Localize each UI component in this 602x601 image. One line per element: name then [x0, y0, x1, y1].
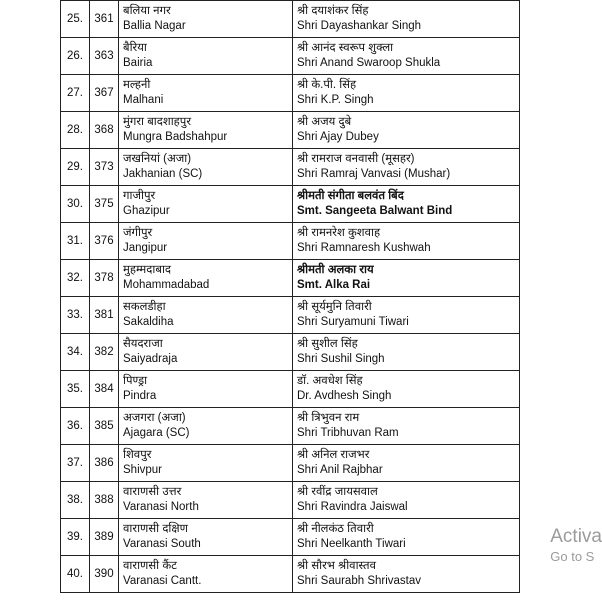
constituency-cell — [119, 519, 293, 556]
constituency-name-hindi: जखनियां (अजा) — [123, 153, 192, 165]
constituency-name-hindi: वाराणसी उत्तर — [123, 486, 182, 498]
serial-number-cell — [61, 297, 90, 334]
candidate-name-hindi: श्री दयाशंकर सिंह — [297, 5, 369, 17]
table-row — [61, 75, 520, 112]
table-row — [61, 445, 520, 482]
serial-number-cell — [61, 223, 90, 260]
candidate-name-hindi: श्रीमती अलका राय — [297, 264, 374, 276]
constituency-number: 385 — [94, 419, 114, 432]
serial-number-cell — [61, 260, 90, 297]
candidate-cell — [293, 371, 520, 408]
candidate-name-hindi: श्री अजय दुबे — [297, 116, 352, 128]
candidate-name-english: Dr. Avdhesh Singh — [297, 390, 392, 402]
candidate-cell — [293, 519, 520, 556]
serial-number: 28. — [67, 123, 83, 136]
constituency-cell — [119, 334, 293, 371]
serial-number: 30. — [67, 197, 83, 210]
constituency-name-hindi: वाराणसी कैंट — [123, 560, 177, 572]
table-row — [61, 260, 520, 297]
serial-number-cell — [61, 38, 90, 75]
constituency-number: 389 — [94, 530, 114, 543]
constituency-cell — [119, 112, 293, 149]
serial-number: 39. — [67, 530, 83, 543]
candidate-name-english: Shri K.P. Singh — [297, 94, 374, 106]
constituency-name-english: Ajagara (SC) — [123, 427, 190, 439]
constituency-name-english: Varanasi Cantt. — [123, 575, 202, 587]
constituency-cell — [119, 223, 293, 260]
candidate-name-english: Shri Ajay Dubey — [297, 131, 379, 143]
serial-number-cell — [61, 334, 90, 371]
constituency-number: 363 — [94, 49, 114, 62]
candidate-name-hindi: श्री रामनरेश कुशवाह — [297, 227, 381, 239]
constituency-number: 388 — [94, 493, 114, 506]
table-row — [61, 334, 520, 371]
table-row — [61, 186, 520, 223]
candidate-cell — [293, 223, 520, 260]
constituency-name-hindi: जंगीपुर — [123, 227, 153, 239]
constituency-number: 390 — [94, 567, 114, 580]
constituency-name-english: Ballia Nagar — [123, 20, 186, 32]
constituency-name-english: Jangipur — [123, 242, 168, 254]
candidate-name-english: Shri Anand Swaroop Shukla — [297, 57, 441, 69]
constituency-name-hindi: मुंगरा बादशाहपुर — [123, 116, 192, 128]
constituency-number-cell — [90, 112, 119, 149]
candidate-cell — [293, 445, 520, 482]
constituency-name-hindi: मल्हनी — [123, 79, 151, 91]
table-row — [61, 556, 520, 593]
constituency-name-english: Saiyadraja — [123, 353, 178, 365]
candidate-cell — [293, 186, 520, 223]
table-row — [61, 408, 520, 445]
constituency-number-cell — [90, 75, 119, 112]
constituency-name-hindi: बलिया नगर — [123, 5, 171, 17]
candidate-name-hindi: श्री सुशील सिंह — [297, 338, 358, 350]
candidate-name-english: Shri Ramraj Vanvasi (Mushar) — [297, 168, 451, 180]
constituency-cell — [119, 149, 293, 186]
constituency-name-hindi: वाराणसी दक्षिण — [123, 523, 188, 535]
candidate-name-english: Shri Tribhuvan Ram — [297, 427, 399, 439]
serial-number: 26. — [67, 49, 83, 62]
candidate-name-english: Shri Neelkanth Tiwari — [297, 538, 406, 550]
candidate-cell — [293, 38, 520, 75]
candidate-cell — [293, 334, 520, 371]
candidate-name-english: Smt. Alka Rai — [297, 279, 371, 291]
table-row — [61, 482, 520, 519]
constituency-name-english: Shivpur — [123, 464, 162, 476]
constituency-name-english: Ghazipur — [123, 205, 170, 217]
table-row — [61, 297, 520, 334]
candidate-name-hindi: श्री रामराज वनवासी (मूसहर) — [297, 153, 415, 165]
serial-number: 29. — [67, 160, 83, 173]
constituency-name-english: Pindra — [123, 390, 157, 402]
constituency-cell — [119, 482, 293, 519]
constituency-number-cell — [90, 186, 119, 223]
candidate-table — [60, 0, 520, 593]
candidate-name-english: Shri Ramnaresh Kushwah — [297, 242, 431, 254]
constituency-name-hindi: अजगरा (अजा) — [123, 412, 186, 424]
candidate-name-hindi: श्री त्रिभुवन राम — [297, 412, 360, 424]
constituency-number-cell — [90, 334, 119, 371]
candidate-name-english: Shri Anil Rajbhar — [297, 464, 383, 476]
serial-number-cell — [61, 445, 90, 482]
constituency-name-english: Jakhanian (SC) — [123, 168, 203, 180]
serial-number-cell — [61, 149, 90, 186]
constituency-name-english: Varanasi South — [123, 538, 201, 550]
constituency-number-cell — [90, 260, 119, 297]
serial-number-cell — [61, 408, 90, 445]
constituency-number: 367 — [94, 86, 114, 99]
serial-number: 31. — [67, 234, 83, 247]
constituency-number: 368 — [94, 123, 114, 136]
constituency-name-english: Malhani — [123, 94, 164, 106]
serial-number-cell — [61, 519, 90, 556]
serial-number-cell — [61, 75, 90, 112]
constituency-name-hindi: मुहम्मदाबाद — [123, 264, 172, 276]
constituency-number: 378 — [94, 271, 114, 284]
constituency-cell — [119, 445, 293, 482]
candidate-name-hindi: श्री आनंद स्वरूप शुक्ला — [297, 42, 394, 54]
candidate-name-hindi: श्री नीलकंठ तिवारी — [297, 523, 374, 535]
candidate-name-english: Shri Dayashankar Singh — [297, 20, 422, 32]
candidate-name-english: Shri Suryamuni Tiwari — [297, 316, 409, 328]
constituency-cell — [119, 260, 293, 297]
serial-number: 27. — [67, 86, 83, 99]
candidate-cell — [293, 408, 520, 445]
constituency-number-cell — [90, 445, 119, 482]
table-row — [61, 1, 520, 38]
constituency-number: 384 — [94, 382, 114, 395]
serial-number-cell — [61, 556, 90, 593]
serial-number: 32. — [67, 271, 83, 284]
serial-number: 38. — [67, 493, 83, 506]
candidate-name-hindi: श्री के.पी. सिंह — [297, 79, 357, 91]
candidate-cell — [293, 75, 520, 112]
serial-number: 35. — [67, 382, 83, 395]
constituency-number: 386 — [94, 456, 114, 469]
serial-number: 33. — [67, 308, 83, 321]
candidate-name-english: Shri Saurabh Shrivastav — [297, 575, 422, 587]
candidate-name-english: Shri Sushil Singh — [297, 353, 385, 365]
table-row — [61, 519, 520, 556]
table-row — [61, 223, 520, 260]
constituency-name-hindi: पिण्ड्रा — [123, 375, 148, 387]
constituency-number-cell — [90, 1, 119, 38]
constituency-cell — [119, 75, 293, 112]
candidate-name-english: Shri Ravindra Jaiswal — [297, 501, 408, 513]
table-row — [61, 149, 520, 186]
constituency-name-english: Bairia — [123, 57, 153, 69]
candidate-table-body — [61, 1, 520, 593]
constituency-number-cell — [90, 38, 119, 75]
constituency-name-hindi: शिवपुर — [123, 449, 152, 461]
constituency-cell — [119, 371, 293, 408]
constituency-number: 376 — [94, 234, 114, 247]
constituency-number: 375 — [94, 197, 114, 210]
candidate-name-english: Smt. Sangeeta Balwant Bind — [297, 205, 453, 217]
constituency-name-english: Mungra Badshahpur — [123, 131, 228, 143]
table-row — [61, 38, 520, 75]
constituency-number-cell — [90, 149, 119, 186]
constituency-cell — [119, 408, 293, 445]
candidate-cell — [293, 1, 520, 38]
constituency-number-cell — [90, 297, 119, 334]
candidate-cell — [293, 149, 520, 186]
candidate-cell — [293, 297, 520, 334]
constituency-cell — [119, 186, 293, 223]
table-row — [61, 371, 520, 408]
candidate-name-hindi: श्रीमती संगीता बलवंत बिंद — [297, 190, 404, 202]
candidate-list-sheet — [60, 0, 520, 593]
constituency-cell — [119, 297, 293, 334]
candidate-cell — [293, 556, 520, 593]
candidate-name-hindi: श्री अनिल राजभर — [297, 449, 370, 461]
watermark-line-1: Activa — [550, 526, 602, 547]
candidate-cell — [293, 112, 520, 149]
constituency-name-hindi: सैयदराजा — [123, 338, 163, 350]
serial-number: 36. — [67, 419, 83, 432]
constituency-number-cell — [90, 408, 119, 445]
serial-number-cell — [61, 112, 90, 149]
serial-number: 25. — [67, 12, 83, 25]
activate-windows-watermark — [550, 526, 602, 566]
constituency-number: 373 — [94, 160, 114, 173]
constituency-number-cell — [90, 482, 119, 519]
constituency-number-cell — [90, 556, 119, 593]
candidate-cell — [293, 482, 520, 519]
serial-number: 34. — [67, 345, 83, 358]
constituency-number-cell — [90, 371, 119, 408]
candidate-name-hindi: श्री सूर्यमुनि तिवारी — [297, 301, 372, 313]
constituency-name-hindi: सकलडीहा — [123, 301, 166, 313]
constituency-name-hindi: बैरिया — [123, 42, 147, 54]
candidate-name-hindi: श्री सौरभ श्रीवास्तव — [297, 560, 376, 572]
constituency-name-hindi: गाजीपुर — [123, 190, 156, 202]
constituency-number: 382 — [94, 345, 114, 358]
constituency-number-cell — [90, 519, 119, 556]
constituency-cell — [119, 38, 293, 75]
constituency-name-english: Sakaldiha — [123, 316, 174, 328]
serial-number-cell — [61, 482, 90, 519]
candidate-name-hindi: डॉ. अवधेश सिंह — [297, 375, 363, 387]
serial-number: 37. — [67, 456, 83, 469]
constituency-number: 381 — [94, 308, 114, 321]
watermark-line-2: Go to S — [550, 549, 595, 564]
constituency-cell — [119, 1, 293, 38]
candidate-name-hindi: श्री रवींद्र जायसवाल — [297, 486, 378, 498]
constituency-name-english: Mohammadabad — [123, 279, 210, 291]
serial-number-cell — [61, 371, 90, 408]
serial-number: 40. — [67, 567, 83, 580]
constituency-cell — [119, 556, 293, 593]
table-row — [61, 112, 520, 149]
constituency-name-english: Varanasi North — [123, 501, 199, 513]
serial-number-cell — [61, 186, 90, 223]
constituency-number-cell — [90, 223, 119, 260]
candidate-cell — [293, 260, 520, 297]
constituency-number: 361 — [94, 12, 114, 25]
serial-number-cell — [61, 1, 90, 38]
